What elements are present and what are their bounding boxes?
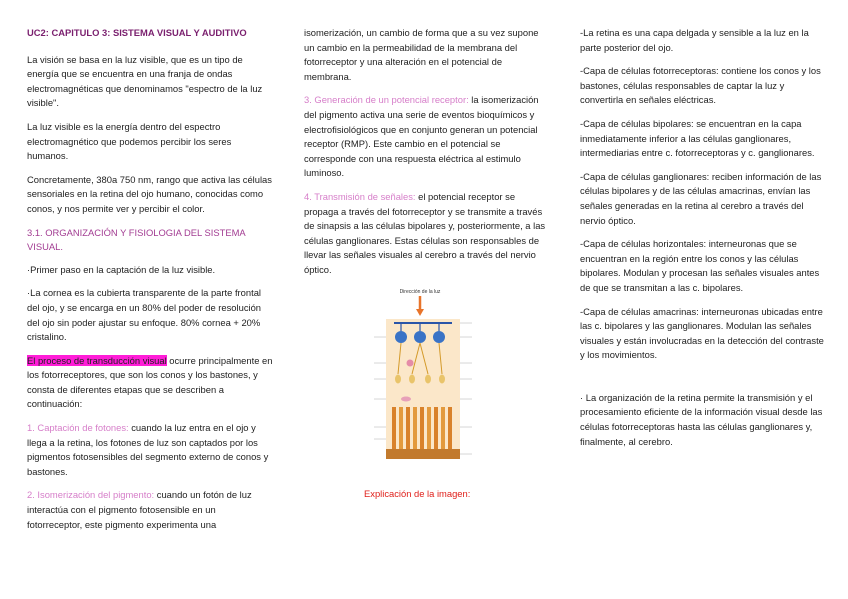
pigment-layer	[386, 449, 460, 459]
amacrine-cells	[407, 359, 414, 366]
light-direction-label: Dirección de la luz	[399, 288, 441, 295]
step-text: cuando la luz entra en el ojo y llega a la retina, los fotones de luz son captados por los pigmentos fotosensibles del segmento externo de conos y bastones.	[27, 422, 269, 477]
paragraph: -Capa de células ganglionares: reciben información de las células bipolares y de las células amacrinas, envían las señales generadas en la retina al cerebro a través del nervio óptico.	[580, 170, 822, 226]
step-label: 1. Captación de fotones:	[27, 422, 129, 434]
paragraph: La visión se basa en la luz visible, que es un tipo de energía que se encuentra en una franja de ondas electromagnéticas que denominamos "espectro de la luz visible".	[27, 53, 263, 109]
paragraph: · La organización de la retina permite la transmisión y el procesamiento eficiente de la información visual desde las células fotorreceptoras hasta las células ganglionares y, finalmente, al cerebro.	[580, 391, 823, 447]
light-arrow-head	[416, 309, 424, 316]
highlighted-text: El proceso de transducción visual	[27, 354, 167, 366]
paragraph: -Capa de células fotorreceptoras: contiene los conos y los bastones, células responsables de captar la luz y convertirla en señales eléctricas.	[580, 65, 821, 106]
column-left	[27, 26, 273, 541]
column-right	[580, 26, 825, 458]
retina-diagram-svg	[346, 287, 494, 477]
section-heading: 3.1. ORGANIZACIÓN Y FISIOLOGIA DEL SISTEMA VISUAL.	[27, 226, 246, 253]
retina-diagram	[346, 287, 494, 477]
paragraph: ·La cornea es la cubierta transparente de la parte frontal del ojo, y se encarga en un 80% del poder de resolución del ojo sin poder ajustar su enfoque. 80% cornea + 20% cristalino.	[27, 287, 262, 343]
step-label: 2. Isomerización del pigmento:	[27, 489, 155, 501]
paragraph: isomerización, un cambio de forma que a su vez supone un cambio en la permeabilidad de la membrana del fotorreceptor y una alteración en el potencial de membrana.	[304, 27, 539, 82]
photoreceptors	[392, 407, 452, 449]
step-label: 3. Generación de un potencial receptor:	[304, 94, 469, 106]
step-paragraph	[27, 421, 273, 479]
step-paragraph	[304, 93, 547, 181]
step-text: el potencial receptor se propaga a través del fotorreceptor y se transmite a través de sinapsis a las células bipolares y, posteriormente, a las células ganglionares. Estas células son responsables de llevar las señales visuales al cerebro a través del nervio óptico.	[304, 190, 546, 275]
paragraph-text: ocurre principalmente en los fotorreceptores, que son los conos y los bastones, y consta de diferentes etapas que se describen a continuación:	[27, 354, 273, 410]
paragraph	[27, 354, 273, 412]
step-label: 4. Transmisión de señales:	[304, 190, 416, 202]
document-title: UC2: CAPITULO 3: SISTEMA VISUAL Y AUDITIVO	[27, 27, 247, 38]
figure-caption: Explicación de la imagen:	[364, 487, 471, 499]
paragraph: -La retina es una capa delgada y sensible a la luz en la parte posterior del ojo.	[580, 27, 809, 53]
horizontal-cells	[401, 396, 411, 401]
paragraph: ·Primer paso en la captación de la luz visible.	[27, 263, 216, 275]
column-middle	[304, 26, 547, 501]
step-text: cuando un fotón de luz interactúa con el pigmento fotosensible en un fotorreceptor, este pigmento experimenta una	[27, 489, 252, 530]
paragraph: -Capa de células bipolares: se encuentran en la capa inmediatamente inferior a las células ganglionares, intermediarias entre c. fotorreceptoras y c. ganglionares.	[580, 117, 815, 159]
paragraph: -Capa de células horizontales: interneuronas que se encuentran en la región entre los conos y las células bipolares. Modulan y procesan las señales visuales antes de que se transmitan a las c. bipolares.	[580, 238, 820, 293]
step-text: la isomerización del pigmento activa una serie de eventos bioquímicos y electrofisiológicos que en conjunto generan un potencial receptor (RMP). Este cambio en el potencial se corresponde con una respuesta eléctrica al estimulo luminoso.	[304, 94, 539, 179]
step-paragraph	[27, 488, 273, 532]
ganglion-cells	[395, 331, 445, 343]
paragraph: La luz visible es la energía dentro del espectro electromagnético que podemos percibir los seres humanos.	[27, 120, 232, 162]
step-paragraph	[304, 190, 547, 278]
paragraph: -Capa de células amacrinas: interneuronas ubicadas entre las c. bipolares y las ganglionares. Modulan las señales visuales y están involucradas en la detección del contraste y los movimientos.	[580, 305, 824, 361]
paragraph: Concretamente, 380a 750 nm, rango que activa las células sensoriales en la retina del ojo humano, conocidas como conos, y nos permite ver y percibir el color.	[27, 173, 272, 214]
